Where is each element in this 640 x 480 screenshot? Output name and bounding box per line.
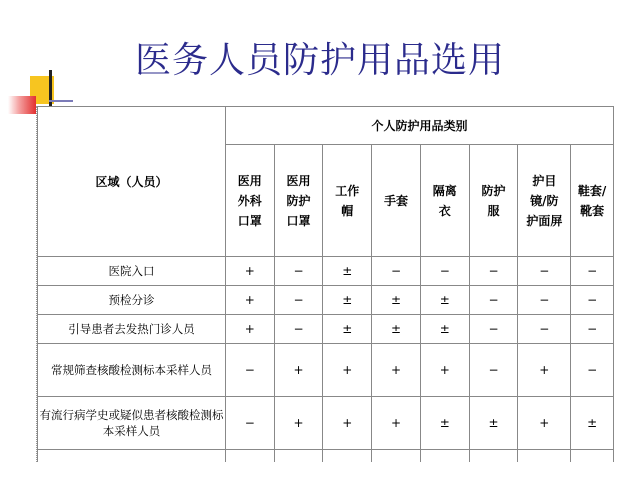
table-row <box>38 397 614 450</box>
region-cell: 引导患者去发热门诊人员 <box>38 315 226 344</box>
mark-cell: ± <box>420 397 469 450</box>
ppe-table-container <box>36 106 614 462</box>
mark-cell: + <box>518 397 571 450</box>
mark-cell: − <box>372 257 421 286</box>
mark-cell: + <box>274 397 323 450</box>
mark-cell: + <box>323 344 372 397</box>
mark-cell: − <box>518 257 571 286</box>
mark-cell: ± <box>323 286 372 315</box>
table-row <box>38 286 614 315</box>
mark-cell: − <box>274 257 323 286</box>
mark-cell: ± <box>420 286 469 315</box>
mark-cell: ± <box>469 397 518 450</box>
column-header: 工作帽 <box>323 145 372 257</box>
region-cell: 医院入口 <box>38 257 226 286</box>
mark-cell: − <box>571 286 614 315</box>
mark-cell: ± <box>323 257 372 286</box>
mark-cell: + <box>323 397 372 450</box>
table-row-cutoff <box>38 450 614 463</box>
region-column-header: 区域（人员） <box>38 107 226 257</box>
mark-cell: − <box>571 344 614 397</box>
mark-cell: − <box>469 286 518 315</box>
mark-cell: ± <box>372 315 421 344</box>
mark-cell: − <box>518 286 571 315</box>
mark-cell: ± <box>420 315 469 344</box>
mark-cell: ± <box>372 286 421 315</box>
column-header: 医用防护口罩 <box>274 145 323 257</box>
column-header: 医用外科口罩 <box>225 145 274 257</box>
mark-cell: ± <box>571 397 614 450</box>
mark-cell: + <box>225 257 274 286</box>
mark-cell: + <box>274 344 323 397</box>
table-row <box>38 315 614 344</box>
red-gradient-decoration <box>8 96 36 114</box>
mark-cell: − <box>571 257 614 286</box>
mark-cell: − <box>469 315 518 344</box>
mark-cell: − <box>225 397 274 450</box>
mark-cell: − <box>469 344 518 397</box>
mark-cell: − <box>469 257 518 286</box>
region-cell: 有流行病学史或疑似患者核酸检测标本采样人员 <box>38 397 226 450</box>
mark-cell: ± <box>323 315 372 344</box>
column-header: 护目镜/防护面屏 <box>518 145 571 257</box>
mark-cell: + <box>225 286 274 315</box>
ppe-category-header: 个人防护用品类别 <box>225 107 613 145</box>
mark-cell: + <box>225 315 274 344</box>
mark-cell: − <box>571 315 614 344</box>
table-row <box>38 257 614 286</box>
slide-title: 医务人员防护用品选用 <box>134 40 505 81</box>
mark-cell: − <box>225 344 274 397</box>
horizontal-line-decoration <box>49 100 73 102</box>
mark-cell: − <box>518 315 571 344</box>
mark-cell: + <box>372 397 421 450</box>
mark-cell: − <box>420 257 469 286</box>
mark-cell: + <box>372 344 421 397</box>
region-cell: 预检分诊 <box>38 286 226 315</box>
mark-cell: + <box>518 344 571 397</box>
mark-cell: − <box>274 315 323 344</box>
column-header: 手套 <box>372 145 421 257</box>
column-header: 隔离衣 <box>420 145 469 257</box>
column-header: 鞋套/靴套 <box>571 145 614 257</box>
column-header: 防护服 <box>469 145 518 257</box>
region-cell: 常规筛查核酸检测标本采样人员 <box>38 344 226 397</box>
table-row <box>38 344 614 397</box>
mark-cell: − <box>274 286 323 315</box>
mark-cell: + <box>420 344 469 397</box>
ppe-selection-table <box>37 106 614 462</box>
